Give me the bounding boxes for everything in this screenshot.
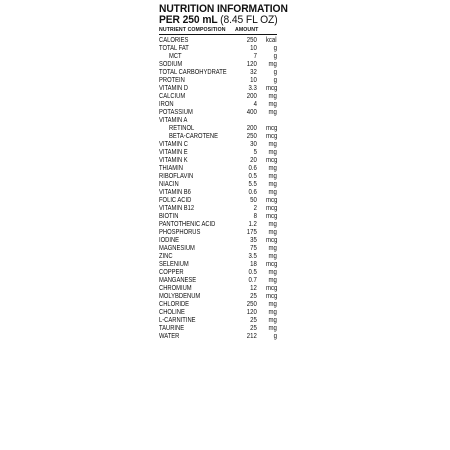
nutrient-unit: mg: [268, 100, 277, 108]
nutrient-name: TOTAL CARBOHYDRATE: [159, 68, 227, 76]
table-row: [159, 228, 277, 236]
nutrient-name: CHROMIUM: [159, 284, 192, 292]
nutrient-name: FOLIC ACID: [159, 196, 192, 204]
serving-size: PER 250 mL: [159, 14, 218, 26]
nutrient-unit: g: [273, 44, 277, 52]
nutrient-unit: g: [273, 52, 277, 60]
nutrient-amount: 32: [250, 68, 257, 76]
table-row: [159, 132, 277, 140]
nutrient-name: CALCIUM: [159, 92, 186, 100]
table-row: [159, 244, 277, 252]
nutrient-amount: 30: [250, 140, 257, 148]
nutrient-name: IODINE: [159, 236, 180, 244]
nutrient-amount: 1.2: [248, 220, 257, 228]
nutrient-unit: mcg: [265, 132, 277, 140]
nutrient-unit: mg: [268, 180, 277, 188]
table-row: [159, 284, 277, 292]
nutrient-unit: g: [273, 68, 277, 76]
nutrient-unit: mcg: [265, 204, 277, 212]
nutrient-unit: mcg: [265, 284, 277, 292]
nutrient-name: CHOLINE: [159, 308, 185, 316]
table-row: [159, 108, 277, 116]
nutrient-amount: 0.6: [248, 164, 257, 172]
nutrient-name: COPPER: [159, 268, 184, 276]
nutrient-name: SELENIUM: [159, 260, 189, 268]
nutrient-amount: 120: [246, 60, 257, 68]
table-row: [159, 308, 277, 316]
nutrient-amount: 175: [246, 228, 257, 236]
nutrient-amount: 12: [250, 284, 257, 292]
nutrition-panel: [159, 3, 288, 340]
table-row: [159, 212, 277, 220]
nutrient-amount: 10: [250, 44, 257, 52]
nutrient-table: [159, 36, 277, 340]
table-row: [159, 220, 277, 228]
table-row: [159, 316, 277, 324]
nutrient-unit: mg: [268, 316, 277, 324]
nutrient-name: NIACIN: [159, 180, 179, 188]
nutrient-amount: 400: [246, 108, 257, 116]
nutrient-amount: 20: [250, 156, 257, 164]
nutrient-amount: 18: [250, 260, 257, 268]
column-headers: [159, 27, 277, 33]
col-header-amount: AMOUNT: [235, 27, 259, 33]
nutrient-amount: 250: [246, 36, 257, 44]
nutrient-unit: mg: [268, 308, 277, 316]
table-row: [159, 180, 277, 188]
table-row: [159, 268, 277, 276]
nutrient-name: VITAMIN A: [159, 116, 188, 124]
nutrient-unit: mcg: [265, 212, 277, 220]
table-row: [159, 172, 277, 180]
table-row: [159, 140, 277, 148]
nutrient-unit: mg: [268, 300, 277, 308]
table-row: [159, 188, 277, 196]
nutrient-amount: 2: [253, 204, 257, 212]
nutrient-amount: 50: [250, 196, 257, 204]
nutrient-amount: 7: [253, 52, 257, 60]
nutrient-unit: mg: [268, 252, 277, 260]
nutrient-amount: 25: [250, 292, 257, 300]
nutrient-amount: 8: [253, 212, 257, 220]
nutrient-amount: 3.5: [248, 252, 257, 260]
nutrient-name: VITAMIN D: [159, 84, 188, 92]
nutrient-unit: mg: [268, 276, 277, 284]
nutrient-name: L-CARNITINE: [159, 316, 196, 324]
table-row: [159, 260, 277, 268]
table-row: [159, 148, 277, 156]
table-row: [159, 84, 277, 92]
col-header-nutrient: NUTRIENT COMPOSITION: [159, 27, 226, 33]
table-row: [159, 36, 277, 44]
nutrient-amount: 25: [250, 316, 257, 324]
nutrient-name: VITAMIN K: [159, 156, 188, 164]
nutrient-unit: mcg: [265, 156, 277, 164]
table-row: [159, 164, 277, 172]
nutrient-name: PROTEIN: [159, 76, 185, 84]
nutrient-amount: 10: [250, 76, 257, 84]
nutrient-unit: mg: [268, 268, 277, 276]
nutrient-name: PHOSPHORUS: [159, 228, 201, 236]
nutrient-name: MAGNESIUM: [159, 244, 195, 252]
nutrient-unit: kcal: [266, 36, 277, 44]
nutrient-amount: 200: [246, 124, 257, 132]
nutrient-unit: mcg: [265, 292, 277, 300]
nutrient-amount: 0.6: [248, 188, 257, 196]
nutrient-amount: 3.3: [248, 84, 257, 92]
nutrient-amount: 4: [253, 100, 257, 108]
nutrient-amount: 5: [253, 148, 257, 156]
nutrient-name: RETINOL: [169, 124, 195, 132]
nutrient-name: IRON: [159, 100, 174, 108]
table-row: [159, 124, 277, 132]
nutrient-name: ZINC: [159, 252, 173, 260]
table-row: [159, 100, 277, 108]
table-row: [159, 236, 277, 244]
nutrient-name: TOTAL FAT: [159, 44, 189, 52]
nutrient-unit: mg: [268, 108, 277, 116]
nutrient-unit: mg: [268, 92, 277, 100]
nutrient-name: MOLYBDENUM: [159, 292, 201, 300]
table-row: [159, 292, 277, 300]
nutrient-unit: mg: [268, 164, 277, 172]
nutrient-unit: mcg: [265, 236, 277, 244]
nutrient-name: PANTOTHENIC ACID: [159, 220, 216, 228]
nutrient-amount: 0.5: [248, 268, 257, 276]
table-row: [159, 324, 277, 332]
nutrient-unit: g: [273, 76, 277, 84]
nutrient-unit: mg: [268, 148, 277, 156]
table-row: [159, 52, 277, 60]
table-row: [159, 332, 277, 340]
nutrient-name: TAURINE: [159, 324, 185, 332]
table-row: [159, 116, 277, 124]
nutrient-unit: mg: [268, 324, 277, 332]
nutrient-unit: mg: [268, 244, 277, 252]
nutrient-name: VITAMIN B6: [159, 188, 191, 196]
nutrient-name: CALORIES: [159, 36, 189, 44]
nutrient-unit: mg: [268, 172, 277, 180]
nutrient-name: VITAMIN B12: [159, 204, 195, 212]
title-line-1: NUTRITION INFORMATION: [159, 3, 288, 15]
serving-size-oz: (8.45 FL OZ): [220, 14, 278, 26]
table-row: [159, 44, 277, 52]
nutrient-name: BIOTIN: [159, 212, 179, 220]
table-row: [159, 156, 277, 164]
nutrient-unit: mcg: [265, 84, 277, 92]
nutrient-amount: 120: [246, 308, 257, 316]
nutrient-unit: mg: [268, 220, 277, 228]
table-row: [159, 76, 277, 84]
nutrient-amount: 25: [250, 324, 257, 332]
nutrient-name: VITAMIN C: [159, 140, 188, 148]
table-row: [159, 204, 277, 212]
nutrient-amount: 250: [246, 300, 257, 308]
nutrient-name: BETA-CAROTENE: [169, 132, 219, 140]
nutrient-amount: 5.5: [248, 180, 257, 188]
nutrient-unit: mg: [268, 228, 277, 236]
table-row: [159, 276, 277, 284]
nutrient-name: CHLORIDE: [159, 300, 190, 308]
title-line-2: [159, 14, 278, 26]
nutrient-amount: 212: [246, 332, 257, 340]
table-row: [159, 68, 277, 76]
table-row: [159, 300, 277, 308]
nutrient-amount: 200: [246, 92, 257, 100]
nutrient-name: MCT: [169, 52, 182, 60]
nutrient-amount: 0.7: [248, 276, 257, 284]
nutrient-unit: mg: [268, 188, 277, 196]
nutrient-name: WATER: [159, 332, 180, 340]
nutrient-amount: 75: [250, 244, 257, 252]
table-row: [159, 60, 277, 68]
table-row: [159, 92, 277, 100]
table-row: [159, 252, 277, 260]
panel-title: [159, 3, 288, 26]
nutrient-unit: mg: [268, 60, 277, 68]
nutrient-name: THIAMIN: [159, 164, 183, 172]
nutrient-unit: mcg: [265, 260, 277, 268]
nutrient-amount: 0.5: [248, 172, 257, 180]
nutrient-unit: g: [273, 332, 277, 340]
nutrient-name: VITAMIN E: [159, 148, 188, 156]
nutrient-amount: 35: [250, 236, 257, 244]
nutrient-name: SODIUM: [159, 60, 183, 68]
nutrient-amount: 250: [246, 132, 257, 140]
nutrient-name: RIBOFLAVIN: [159, 172, 194, 180]
nutrient-unit: mg: [268, 140, 277, 148]
nutrient-unit: mcg: [265, 196, 277, 204]
table-row: [159, 196, 277, 204]
nutrient-name: MANGANESE: [159, 276, 197, 284]
header-divider: [159, 34, 277, 35]
nutrient-unit: mcg: [265, 124, 277, 132]
nutrient-name: POTASSIUM: [159, 108, 193, 116]
